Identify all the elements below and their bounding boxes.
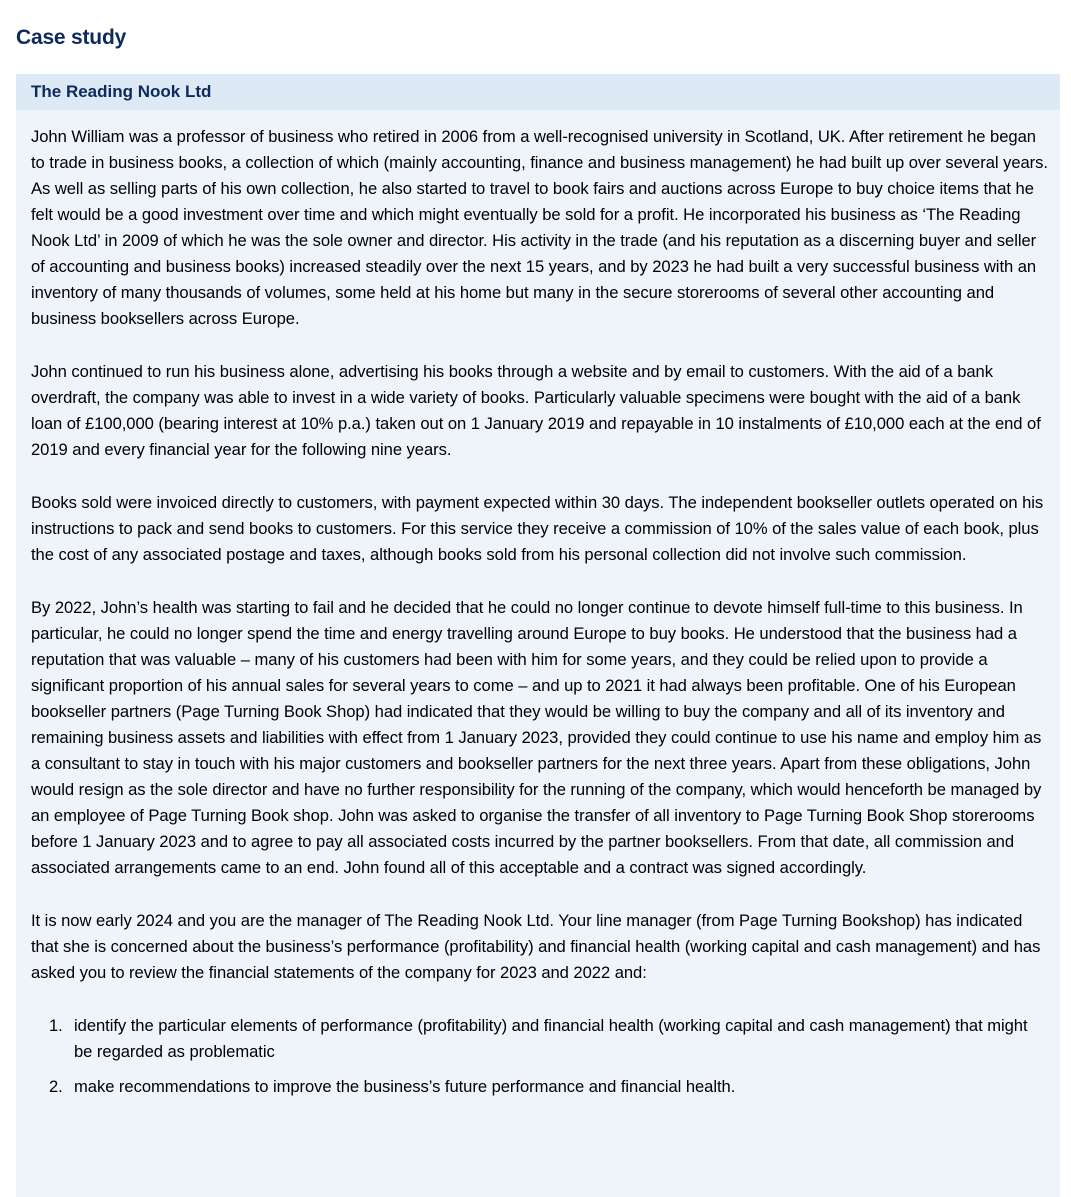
case-paragraph: By 2022, John’s health was starting to fail and he decided that he could no longer continue to devote himself full-time to this business. In particular, he could no longer spend the time and energy travelling around Europe to buy books. He understood that the business had a reputation that was valuable – many of his customers had been with him for some years, and they could be relied upon to provide a significant proportion of his annual sales for several years to come – and up to 2021 it had always been profitable. One of his European bookseller partners (Page Turning Book Shop) had indicated that they would be willing to buy the company and all of its inventory and remaining business assets and liabilities with effect from 1 January 2023, provided they could continue to use his name and employ him as a consultant to stay in touch with his major customers and bookseller partners for the next three years. Apart from these obligations, John would resign as the sole director and have no further responsibility for the running of the company, which would henceforth be managed by an employee of Page Turning Book shop. John was asked to organise the transfer of all inventory to Page Turning Book Shop storerooms before 1 January 2023 and to agree to pay all associated costs incurred by the partner booksellers. From that date, all commission and associated arrangements came to an end. John found all of this acceptable and a contract was signed accordingly. xyxy=(31,598,1042,877)
case-study-box xyxy=(16,74,1060,1197)
task-text: make recommendations to improve the business’s future performance and financial health. xyxy=(74,1077,736,1096)
task-list-item xyxy=(49,1074,1048,1100)
case-paragraph: It is now early 2024 and you are the manager of The Reading Nook Ltd. Your line manager (from Page Turning Bookshop) has indicated that she is concerned about the business’s performance (profitability) and financial health (working capital and cash management) and has asked you to review the financial statements of the company for 2023 and 2022 and: xyxy=(31,911,1041,982)
task-number: 1. xyxy=(49,1016,63,1035)
task-list xyxy=(31,1013,1048,1100)
case-paragraph: Books sold were invoiced directly to customers, with payment expected within 30 days. The independent bookseller outlets operated on his instructions to pack and send books to customers. For this service they receive a commission of 10% of the sales value of each book, plus the cost of any associated postage and taxes, although books sold from his personal collection did not involve such commission. xyxy=(31,493,1044,564)
case-study-title: The Reading Nook Ltd xyxy=(31,82,212,101)
page-title: Case study xyxy=(16,26,127,49)
case-study-header xyxy=(16,74,1060,110)
task-text: identify the particular elements of performance (profitability) and financial health (working capital and cash management) that might be regarded as problematic xyxy=(74,1016,1028,1061)
task-list-item xyxy=(49,1013,1048,1065)
case-paragraph: John William was a professor of business who retired in 2006 from a well-recognised university in Scotland, UK. After retirement he began to trade in business books, a collection of which (mainly accounting, finance and business management) he had built up over several years. As well as selling parts of his own collection, he also started to travel to book fairs and auctions across Europe to buy choice items that he felt would be a good investment over time and which might eventually be sold for a profit. He incorporated his business as ‘The Reading Nook Ltd’ in 2009 of which he was the sole owner and director. His activity in the trade (and his reputation as a discerning buyer and seller of accounting and business books) increased steadily over the next 15 years, and by 2023 he had built a very successful business with an inventory of many thousands of volumes, some held at his home but many in the secure storerooms of several other accounting and business booksellers across Europe. xyxy=(31,127,1048,328)
case-study-body xyxy=(16,110,1060,1100)
case-paragraph: John continued to run his business alone, advertising his books through a website and by email to customers. With the aid of a bank overdraft, the company was able to invest in a wide variety of books. Particularly valuable specimens were bought with the aid of a bank loan of £100,000 (bearing interest at 10% p.a.) taken out on 1 January 2019 and repayable in 10 instalments of £10,000 each at the end of 2019 and every financial year for the following nine years. xyxy=(31,362,1041,459)
task-number: 2. xyxy=(49,1077,63,1096)
